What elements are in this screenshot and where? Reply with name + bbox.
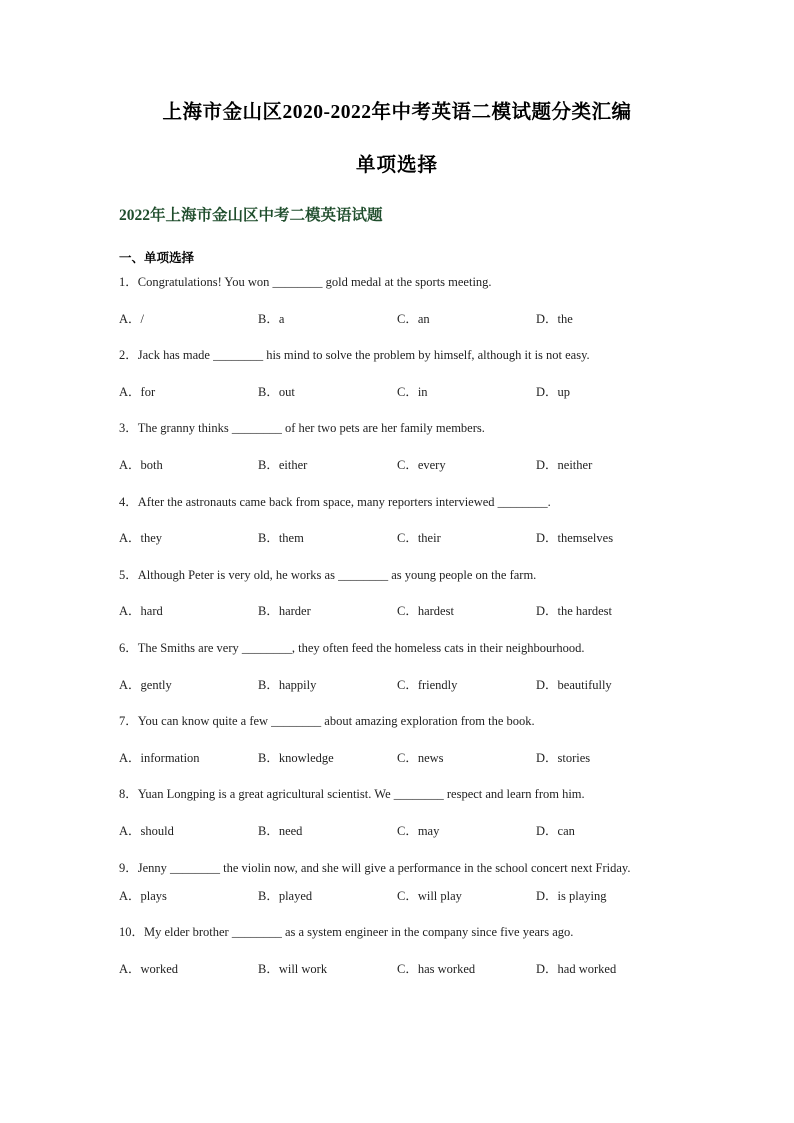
option-b: B．played: [258, 888, 313, 903]
question-options: [119, 528, 679, 548]
question-9: [119, 852, 679, 906]
option-d: D．the hardest: [536, 604, 613, 619]
option-b: B．either: [258, 457, 308, 472]
question-7: [119, 711, 679, 768]
question-stem: 10．My elder brother ________ as a system engineer in the company since five years ago.: [119, 925, 574, 940]
option-d: D．stories: [536, 750, 591, 765]
question-stem: 6．The Smiths are very ________, they often feed the homeless cats in their neighbourhood.: [119, 640, 585, 655]
option-a: A．should: [119, 823, 174, 838]
option-d: D．themselves: [536, 531, 614, 546]
question-options: [119, 455, 679, 475]
option-d: D．beautifully: [536, 677, 612, 692]
question-options: [119, 601, 679, 621]
option-c: C．will play: [397, 888, 462, 903]
option-d: D．neither: [536, 457, 593, 472]
document-subtitle: 单项选择: [355, 155, 438, 176]
option-c: C．their: [397, 531, 441, 546]
option-b: B．happily: [258, 677, 317, 692]
option-a: A．information: [119, 750, 200, 765]
option-b: B．harder: [258, 604, 311, 619]
option-c: C．hardest: [397, 604, 454, 619]
option-b: B．out: [258, 384, 295, 399]
option-b: B．need: [258, 823, 303, 838]
option-d: D．up: [536, 384, 571, 399]
option-b: B．will work: [258, 961, 328, 976]
option-a: A．plays: [119, 888, 167, 903]
part-heading: 一、单项选择: [119, 251, 195, 265]
option-a: A．for: [119, 384, 156, 399]
option-a: A．both: [119, 457, 163, 472]
question-stem: 9．Jenny ________ the violin now, and she will give a performance in the school concert next Friday.: [119, 860, 631, 875]
option-d: D．is playing: [536, 888, 607, 903]
question-stem: 7．You can know quite a few ________ about amazing exploration from the book.: [119, 714, 535, 729]
question-stem: 2．Jack has made ________ his mind to solve the problem by himself, although it is not easy.: [119, 348, 590, 363]
question-stem: 5．Although Peter is very old, he works as ________ as young people on the farm.: [119, 567, 537, 582]
question-2: [119, 345, 679, 402]
document-title: 上海市金山区2020-2022年中考英语二模试题分类汇编: [162, 102, 632, 123]
question-stem: 3．The granny thinks ________ of her two pets are her family members.: [119, 421, 485, 436]
question-10: [119, 922, 679, 979]
option-d: D．had worked: [536, 961, 617, 976]
option-c: C．has worked: [397, 961, 476, 976]
option-c: C．in: [397, 384, 428, 399]
option-a: A．they: [119, 531, 163, 546]
option-c: C．an: [397, 311, 430, 326]
option-d: D．can: [536, 823, 575, 838]
option-b: B．knowledge: [258, 750, 334, 765]
question-options: [119, 959, 679, 979]
option-a: A．/: [119, 311, 145, 326]
option-a: A．gently: [119, 677, 172, 692]
question-options: [119, 748, 679, 768]
question-stem: 4．After the astronauts came back from space, many reporters interviewed ________.: [119, 494, 551, 509]
question-options: [119, 309, 679, 329]
option-c: C．every: [397, 457, 446, 472]
option-c: C．friendly: [397, 677, 458, 692]
question-list: [119, 272, 679, 995]
question-options: [119, 821, 679, 841]
option-b: B．a: [258, 311, 285, 326]
question-stem: 1．Congratulations! You won ________ gold medal at the sports meeting.: [119, 275, 492, 289]
question-options: [119, 382, 679, 402]
question-options: [119, 675, 679, 695]
option-c: C．may: [397, 823, 440, 838]
option-d: D．the: [536, 311, 573, 326]
question-4: [119, 492, 679, 549]
question-3: [119, 418, 679, 475]
option-a: A．hard: [119, 604, 163, 619]
option-a: A．worked: [119, 961, 179, 976]
question-8: [119, 784, 679, 841]
question-6: [119, 638, 679, 695]
option-b: B．them: [258, 531, 304, 546]
section-heading: 2022年上海市金山区中考二模英语试题: [119, 207, 383, 224]
question-options: [119, 886, 679, 906]
option-c: C．news: [397, 750, 444, 765]
question-stem: 8．Yuan Longping is a great agricultural scientist. We ________ respect and learn from him.: [119, 787, 585, 802]
question-1: [119, 272, 679, 329]
question-5: [119, 565, 679, 622]
